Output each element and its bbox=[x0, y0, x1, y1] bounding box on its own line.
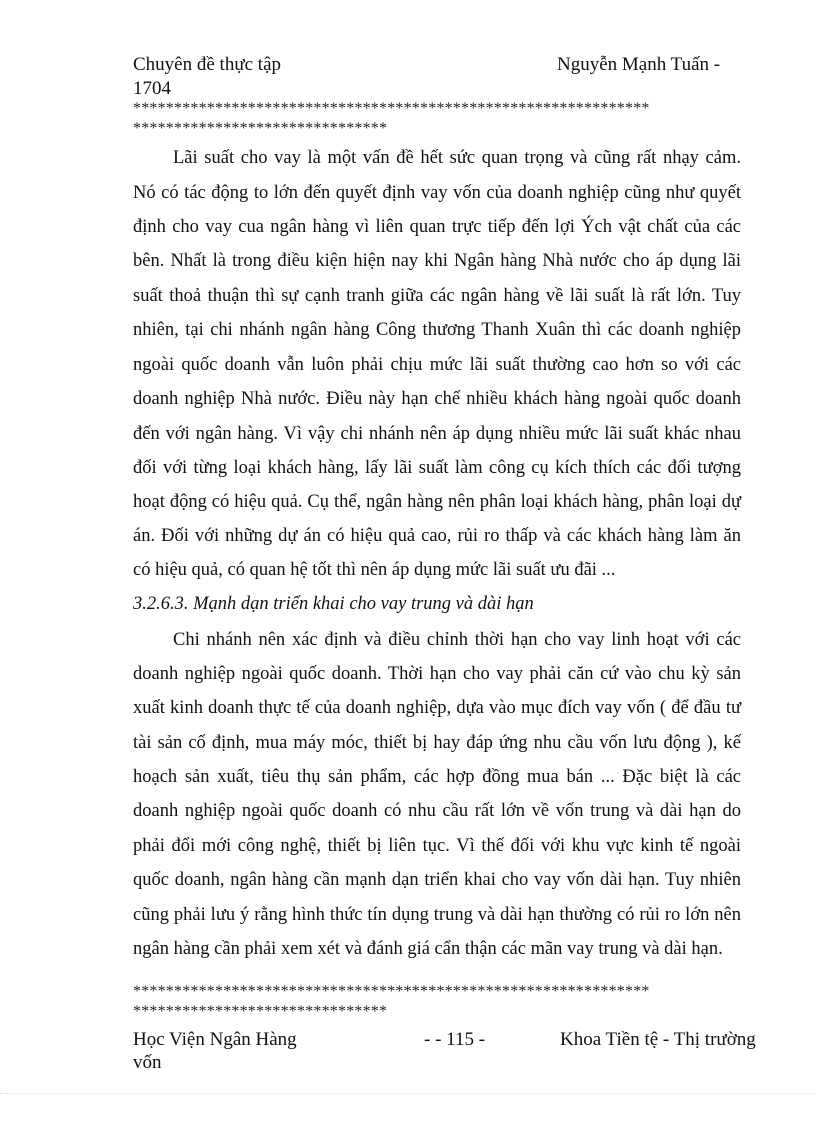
footer-separator-2: ******************************* bbox=[133, 1003, 388, 1020]
footer-right: Khoa Tiền tệ - Thị trường bbox=[560, 1029, 756, 1050]
text-line: định cho vay cua ngân hàng vì liên quan trực tiếp đến lợi Ých vật chất của các bbox=[133, 217, 741, 237]
page-bottom-border bbox=[0, 1093, 816, 1094]
text-line: suất thoả thuận thì sự cạnh tranh giữa các ngân hàng về lãi suất là rất lớn. Tuy bbox=[133, 286, 741, 306]
section-heading: 3.2.6.3. Mạnh dạn triển khai cho vay trung và dài hạn bbox=[133, 594, 534, 614]
text-line: quốc doanh, ngân hàng cần mạnh dạn triển khai cho vay vốn dài hạn. Tuy nhiên bbox=[133, 870, 741, 890]
header-separator-1: *************************************************************** bbox=[133, 100, 650, 117]
text-line: phải đổi mới công nghệ, thiết bị liên tục. Vì thế đối với khu vực kinh tế ngoài bbox=[133, 836, 741, 856]
text-line: doanh nghiệp ngoài quốc doanh có nhu cầu rất lớn về vốn trung và dài hạn do bbox=[133, 801, 741, 821]
text-line: doanh nghiệp ngoài quốc doanh. Thời hạn cho vay phải căn cứ vào chu kỳ sản bbox=[133, 664, 741, 684]
page-number: - - 115 - bbox=[424, 1029, 486, 1050]
footer-separator-1: *************************************************************** bbox=[133, 983, 650, 1000]
text-line: nhiên, tại chi nhánh ngân hàng Công thương Thanh Xuân thì các doanh nghiệp bbox=[133, 320, 741, 340]
text-line: Nó có tác động to lớn đến quyết định vay vốn của doanh nghiệp cũng như quyết bbox=[133, 183, 741, 203]
text-line: hoạch sản xuất, tiêu thụ sản phẩm, các hợp đồng mua bán ... Đặc biệt là các bbox=[133, 767, 741, 787]
text-line: bên. Nhất là trong điều kiện hiện nay khi Ngân hàng Nhà nước cho áp dụng lãi bbox=[133, 251, 741, 271]
text-line: Chi nhánh nên xác định và điều chỉnh thời hạn cho vay linh hoạt với các bbox=[173, 630, 741, 650]
header-right: Nguyễn Mạnh Tuấn - bbox=[557, 54, 721, 75]
footer-left: Học Viện Ngân Hàng bbox=[133, 1029, 297, 1050]
header-wrap: 1704 bbox=[133, 78, 171, 99]
text-line: ngân hàng cần phải xem xét và đánh giá cẩn thận các mãn vay trung và dài hạn. bbox=[133, 939, 723, 959]
text-line: cũng phải lưu ý rằng hình thức tín dụng trung và dài hạn thường có rủi ro lớn nên bbox=[133, 905, 741, 925]
text-line: đối với từng loại khách hàng, lấy lãi suất làm công cụ kích thích các đối tượng bbox=[133, 458, 741, 478]
text-line: đến với ngân hàng. Vì vậy chi nhánh nên áp dụng nhiều mức lãi suất khác nhau bbox=[133, 424, 741, 444]
header-left: Chuyên đề thực tập bbox=[133, 54, 282, 75]
text-line: án. Đối với những dự án có hiệu quả cao, rủi ro thấp và các khách hàng làm ăn bbox=[133, 526, 741, 546]
header-separator-2: ******************************* bbox=[133, 120, 388, 137]
text-line: hoạt động có hiệu quả. Cụ thể, ngân hàng nên phân loại khách hàng, phân loại dự bbox=[133, 492, 741, 512]
text-line: tài sản cố định, mua máy móc, thiết bị hay đáp ứng nhu cầu vốn lưu động ), kế bbox=[133, 733, 741, 753]
text-line: ngoài quốc doanh vẫn luôn phải chịu mức lãi suất thường cao hơn so với các bbox=[133, 355, 741, 375]
text-line: có hiệu quả, có quan hệ tốt thì nên áp dụng mức lãi suất ưu đãi ... bbox=[133, 560, 616, 580]
text-line: Lãi suất cho vay là một vấn đề hết sức quan trọng và cũng rất nhạy cảm. bbox=[173, 148, 741, 168]
text-line: xuất kinh doanh thực tế của doanh nghiệp, dựa vào mục đích vay vốn ( để đầu tư bbox=[133, 698, 741, 718]
text-line: doanh nghiệp Nhà nước. Điều này hạn chế nhiều khách hàng ngoài quốc doanh bbox=[133, 389, 741, 409]
footer-wrap: vốn bbox=[133, 1052, 162, 1073]
